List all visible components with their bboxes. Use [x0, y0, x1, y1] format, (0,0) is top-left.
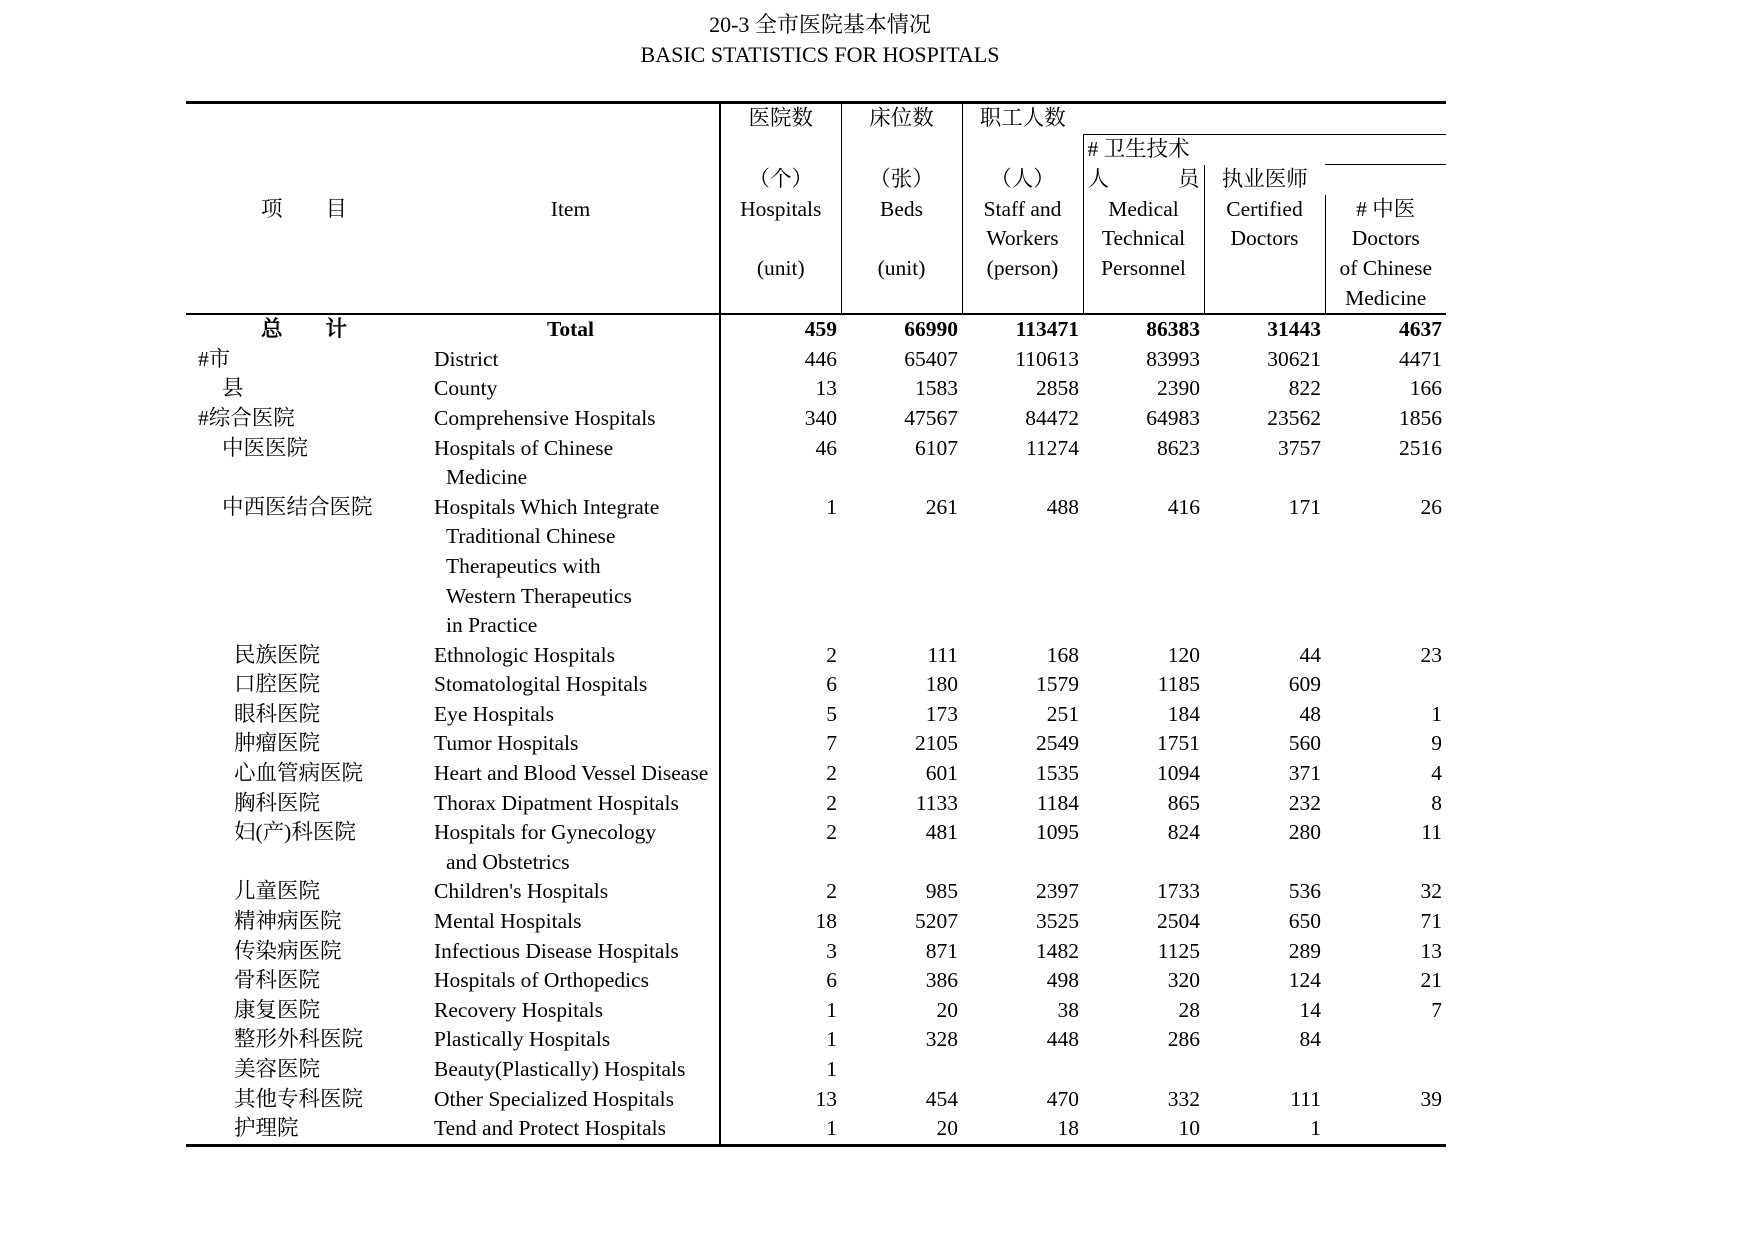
table-row — [186, 818, 1446, 848]
row-label-en: Ethnologic Hospitals — [434, 642, 615, 667]
row-label-cn: 骨科医院 — [234, 968, 321, 993]
row-label-en: Hospitals of Orthopedics — [434, 968, 649, 993]
row-label-cn: #市 — [198, 346, 231, 371]
cell-beds: 65407 — [904, 346, 958, 371]
row-label-en: in Practice — [446, 613, 538, 638]
row-label-en: Comprehensive Hospitals — [434, 405, 656, 430]
cell-staff: 1482 — [1036, 938, 1079, 963]
header-beds-cn: 床位数 — [841, 103, 962, 135]
table-row — [186, 907, 1446, 937]
cell-staff: 470 — [1046, 1086, 1079, 1111]
row-label-en: Tend and Protect Hospitals — [422, 1114, 720, 1145]
header-item-en: Item — [550, 196, 591, 221]
table-row-continuation — [186, 522, 1446, 552]
cell-beds: 601 — [925, 761, 958, 786]
header-certified-cn: 执业医师 — [1204, 165, 1325, 195]
table-row — [186, 729, 1446, 759]
cell-hospitals: 2 — [720, 818, 841, 848]
cell-hospitals: 1 — [720, 1114, 841, 1145]
cell-medtech: 416 — [1167, 494, 1200, 519]
cell-beds: 20 — [841, 1114, 962, 1145]
cell-hospitals: 2 — [720, 877, 841, 907]
cell-medtech: 824 — [1167, 820, 1200, 845]
cell-staff: 1095 — [1036, 820, 1079, 845]
cell-certified: 822 — [1288, 376, 1321, 401]
cell-chinese-medicine — [1325, 1025, 1446, 1055]
header-medtech-cn2a: 人 — [1087, 166, 1110, 191]
cell-medtech: 2504 — [1157, 909, 1200, 934]
cell-beds: 111 — [927, 642, 958, 667]
cell-chinese-medicine: 21 — [1420, 968, 1442, 993]
header-medtech-cn1: # 卫生技术 — [1083, 134, 1204, 165]
table-row — [186, 1114, 1446, 1145]
cell-hospitals: 2 — [720, 789, 841, 819]
row-label-en: Children's Hospitals — [434, 879, 609, 904]
cell-certified: 31443 — [1204, 314, 1325, 345]
cell-hospitals: 46 — [720, 434, 841, 464]
header-chinese-cn: # 中医 — [1325, 195, 1446, 225]
cell-staff: 1184 — [1036, 790, 1079, 815]
cell-chinese-medicine: 71 — [1420, 909, 1442, 934]
cell-medtech: 2390 — [1157, 376, 1200, 401]
row-label-en: Beauty(Plastically) Hospitals — [434, 1057, 686, 1081]
cell-medtech: 320 — [1167, 968, 1200, 993]
cell-medtech: 120 — [1167, 642, 1200, 667]
header-staff-en2: Workers — [962, 224, 1083, 254]
table-row — [186, 877, 1446, 907]
cell-hospitals: 6 — [720, 670, 841, 700]
header-hospitals-unit-en: (unit) — [720, 254, 841, 284]
cell-chinese-medicine: 26 — [1420, 494, 1442, 519]
cell-beds — [841, 1055, 962, 1085]
row-label-en: Mental Hospitals — [434, 909, 582, 934]
header-beds-unit-cn: （张） — [841, 165, 962, 195]
cell-staff: 38 — [1057, 997, 1079, 1022]
row-label-cn: 心血管病医院 — [234, 761, 364, 786]
row-label-cn: 护理院 — [186, 1114, 422, 1145]
cell-chinese-medicine: 11 — [1421, 820, 1442, 845]
cell-beds: 66990 — [841, 314, 962, 345]
cell-beds: 261 — [925, 494, 958, 519]
header-hospitals-en: Hospitals — [720, 195, 841, 225]
cell-hospitals: 13 — [720, 374, 841, 404]
row-label-en: Total — [422, 314, 720, 345]
cell-medtech: 1751 — [1157, 731, 1200, 756]
cell-medtech: 1125 — [1157, 938, 1200, 963]
cell-hospitals: 1 — [720, 1055, 841, 1085]
table-header — [186, 103, 1446, 315]
cell-staff: 3525 — [1036, 909, 1079, 934]
row-label-en: County — [434, 376, 498, 401]
cell-beds: 985 — [925, 879, 958, 904]
cell-medtech: 10 — [1083, 1114, 1204, 1145]
page-title-en: BASIC STATISTICS FOR HOSPITALS — [640, 42, 1000, 67]
cell-beds: 871 — [925, 938, 958, 963]
row-label-en: Western Therapeutics — [446, 583, 632, 608]
cell-certified: 3757 — [1278, 435, 1321, 460]
cell-hospitals: 459 — [720, 314, 841, 345]
header-medtech-en3: Personnel — [1083, 254, 1204, 284]
cell-medtech: 28 — [1178, 997, 1200, 1022]
table-row-continuation — [186, 552, 1446, 582]
cell-certified: 30621 — [1267, 346, 1321, 371]
table-row — [186, 789, 1446, 819]
row-label-cn: 眼科医院 — [234, 701, 321, 726]
cell-certified: 111 — [1290, 1086, 1321, 1111]
table-row — [186, 404, 1446, 434]
header-beds-unit-en: (unit) — [841, 254, 962, 284]
header-staff-unit-cn: （人） — [962, 165, 1083, 195]
table-row — [186, 1055, 1446, 1085]
table-row — [186, 1025, 1446, 1055]
row-label-cn: 其他专科医院 — [234, 1086, 364, 1111]
table-row-continuation — [186, 848, 1446, 878]
cell-hospitals: 1 — [720, 996, 841, 1026]
cell-beds: 481 — [925, 820, 958, 845]
cell-staff — [962, 1055, 1083, 1085]
table-row — [186, 1085, 1446, 1115]
row-label-cn: 康复医院 — [234, 997, 321, 1022]
cell-hospitals: 2 — [720, 759, 841, 789]
row-label-en: Hospitals Which Integrate — [434, 494, 660, 519]
cell-chinese-medicine: 4471 — [1399, 346, 1442, 371]
cell-hospitals: 3 — [720, 937, 841, 967]
row-label-en: Medicine — [446, 465, 528, 490]
cell-certified: 124 — [1288, 968, 1321, 993]
header-item-cn: 项 目 — [260, 196, 347, 221]
row-label-en: Traditional Chinese — [446, 524, 616, 549]
cell-chinese-medicine: 1 — [1431, 701, 1442, 726]
header-staff-unit-en: (person) — [962, 254, 1083, 284]
cell-certified: 84 — [1299, 1027, 1321, 1052]
row-label-cn: 传染病医院 — [234, 938, 342, 963]
cell-medtech: 865 — [1167, 790, 1200, 815]
cell-beds: 386 — [925, 968, 958, 993]
cell-chinese-medicine: 13 — [1420, 938, 1442, 963]
cell-chinese-medicine: 39 — [1420, 1086, 1442, 1111]
cell-staff: 11274 — [1026, 435, 1079, 460]
table-row — [186, 966, 1446, 996]
table-row-continuation — [186, 463, 1446, 493]
cell-medtech: 286 — [1167, 1027, 1200, 1052]
cell-beds: 180 — [925, 672, 958, 697]
cell-chinese-medicine: 2516 — [1399, 435, 1442, 460]
cell-staff: 110613 — [1015, 346, 1079, 371]
cell-staff: 18 — [962, 1114, 1083, 1145]
cell-hospitals: 13 — [720, 1085, 841, 1115]
cell-staff: 488 — [1046, 494, 1079, 519]
header-staff-en1: Staff and — [962, 195, 1083, 225]
cell-beds: 1583 — [915, 376, 958, 401]
header-medtech-cn2b: 员 — [1177, 166, 1200, 191]
cell-beds: 47567 — [904, 405, 958, 430]
cell-hospitals: 5 — [720, 700, 841, 730]
row-label-en: Stomatologital Hospitals — [434, 672, 648, 697]
cell-beds: 6107 — [915, 435, 958, 460]
cell-chinese-medicine: 8 — [1431, 790, 1442, 815]
row-label-cn: 整形外科医院 — [234, 1027, 364, 1052]
cell-staff: 2549 — [1036, 731, 1079, 756]
cell-certified: 171 — [1288, 494, 1321, 519]
cell-certified: 609 — [1288, 672, 1321, 697]
cell-medtech: 83993 — [1146, 346, 1200, 371]
header-chinese-en1: Doctors — [1325, 224, 1446, 254]
table-row — [186, 314, 1446, 345]
table-row — [186, 493, 1446, 523]
header-staff-cn: 职工人数 — [962, 103, 1083, 135]
cell-hospitals: 1 — [720, 1025, 841, 1055]
header-beds-en: Beds — [841, 195, 962, 225]
row-label-en: Hospitals of Chinese — [434, 435, 614, 460]
cell-staff: 2397 — [1036, 879, 1079, 904]
cell-certified: 232 — [1288, 790, 1321, 815]
row-label-en: Recovery Hospitals — [434, 997, 603, 1022]
cell-certified — [1204, 1055, 1325, 1085]
row-label-en: Thorax Dipatment Hospitals — [434, 790, 679, 815]
row-label-cn: 胸科医院 — [234, 790, 321, 815]
table-body — [186, 314, 1446, 1145]
cell-hospitals: 446 — [720, 345, 841, 375]
cell-staff: 251 — [1046, 701, 1079, 726]
cell-certified: 48 — [1299, 701, 1321, 726]
cell-beds: 173 — [925, 701, 958, 726]
cell-hospitals: 1 — [720, 493, 841, 523]
cell-medtech: 64983 — [1146, 405, 1200, 430]
row-label-cn: 肿瘤医院 — [234, 731, 321, 756]
cell-chinese-medicine: 1856 — [1399, 405, 1442, 430]
cell-hospitals: 340 — [720, 404, 841, 434]
row-label-cn: 口腔医院 — [234, 672, 321, 697]
table-row — [186, 345, 1446, 375]
cell-medtech: 1733 — [1157, 879, 1200, 904]
cell-chinese-medicine: 166 — [1409, 376, 1442, 401]
row-label-cn: 县 — [222, 376, 244, 401]
cell-hospitals: 2 — [720, 641, 841, 671]
row-label-en: Eye Hospitals — [434, 701, 555, 726]
row-label-cn: 儿童医院 — [234, 879, 321, 904]
table-row — [186, 641, 1446, 671]
table-row — [186, 937, 1446, 967]
row-label-en: Therapeutics with — [446, 553, 601, 578]
cell-staff: 168 — [1046, 642, 1079, 667]
cell-hospitals: 18 — [720, 907, 841, 937]
cell-chinese-medicine: 7 — [1431, 997, 1442, 1022]
row-label-cn: 民族医院 — [234, 642, 321, 667]
table-row — [186, 374, 1446, 404]
row-label-cn: 总 计 — [186, 314, 422, 345]
cell-staff: 113471 — [962, 314, 1083, 345]
cell-chinese-medicine: 4637 — [1325, 314, 1446, 345]
cell-chinese-medicine: 4 — [1431, 761, 1442, 786]
cell-medtech: 184 — [1167, 701, 1200, 726]
row-label-en: Tumor Hospitals — [434, 731, 579, 756]
row-label-en: Heart and Blood Vessel Disease — [434, 761, 709, 786]
row-label-en: District — [434, 346, 499, 371]
cell-beds: 1133 — [915, 790, 958, 815]
cell-chinese-medicine — [1325, 670, 1446, 700]
cell-certified: 371 — [1288, 761, 1321, 786]
cell-staff: 448 — [1046, 1027, 1079, 1052]
cell-certified: 14 — [1299, 997, 1321, 1022]
cell-certified: 1 — [1204, 1114, 1325, 1145]
cell-hospitals: 6 — [720, 966, 841, 996]
table-row-continuation — [186, 582, 1446, 612]
row-label-en: Other Specialized Hospitals — [434, 1086, 675, 1111]
cell-medtech: 8623 — [1157, 435, 1200, 460]
cell-staff: 498 — [1046, 968, 1079, 993]
header-chinese-en2: of Chinese — [1325, 254, 1446, 284]
header-hospitals-cn: 医院数 — [720, 103, 841, 135]
cell-chinese-medicine: 32 — [1420, 879, 1442, 904]
cell-certified: 23562 — [1267, 405, 1321, 430]
cell-certified: 280 — [1288, 820, 1321, 845]
row-label-cn: 精神病医院 — [234, 909, 342, 934]
hospital-statistics-table — [186, 101, 1446, 1147]
cell-chinese-medicine: 23 — [1420, 642, 1442, 667]
table-row — [186, 434, 1446, 464]
cell-medtech: 86383 — [1083, 314, 1204, 345]
row-label-cn: #综合医院 — [198, 405, 295, 430]
cell-staff: 1535 — [1036, 761, 1079, 786]
header-chinese-en3: Medicine — [1325, 284, 1446, 315]
row-label-cn: 美容医院 — [234, 1057, 321, 1081]
table-row-continuation — [186, 611, 1446, 641]
cell-beds: 2105 — [915, 731, 958, 756]
cell-medtech: 332 — [1167, 1086, 1200, 1111]
cell-certified: 536 — [1288, 879, 1321, 904]
cell-beds: 328 — [925, 1027, 958, 1052]
row-label-cn: 中医医院 — [222, 435, 309, 460]
table-row — [186, 700, 1446, 730]
header-certified-en1: Certified — [1204, 195, 1325, 225]
header-medtech-en2: Technical — [1083, 224, 1204, 254]
row-label-cn: 中西医结合医院 — [222, 494, 373, 519]
cell-certified: 289 — [1288, 938, 1321, 963]
cell-staff: 2858 — [1036, 376, 1079, 401]
table-row — [186, 670, 1446, 700]
cell-beds: 20 — [936, 997, 958, 1022]
row-label-cn: 妇(产)科医院 — [234, 820, 356, 845]
cell-beds: 5207 — [915, 909, 958, 934]
cell-medtech: 1185 — [1157, 672, 1200, 697]
table-row — [186, 996, 1446, 1026]
row-label-en: and Obstetrics — [446, 849, 570, 874]
row-label-en: Infectious Disease Hospitals — [434, 938, 679, 963]
header-certified-en2: Doctors — [1204, 224, 1325, 254]
header-hospitals-unit-cn: （个） — [720, 165, 841, 195]
cell-certified: 650 — [1288, 909, 1321, 934]
cell-chinese-medicine — [1325, 1114, 1446, 1145]
cell-medtech — [1083, 1055, 1204, 1085]
header-medtech-en1: Medical — [1083, 195, 1204, 225]
row-label-en: Hospitals for Gynecology — [434, 820, 657, 845]
row-label-en: Plastically Hospitals — [434, 1027, 611, 1052]
cell-staff: 1579 — [1036, 672, 1079, 697]
cell-chinese-medicine: 9 — [1431, 731, 1442, 756]
cell-beds: 454 — [925, 1086, 958, 1111]
table-row — [186, 759, 1446, 789]
cell-certified: 560 — [1288, 731, 1321, 756]
cell-hospitals: 7 — [720, 729, 841, 759]
cell-certified: 44 — [1299, 642, 1321, 667]
cell-medtech: 1094 — [1157, 761, 1200, 786]
cell-staff: 84472 — [1025, 405, 1079, 430]
cell-chinese-medicine — [1325, 1055, 1446, 1085]
page-title-cn: 20-3 全市医院基本情况 — [709, 12, 931, 37]
